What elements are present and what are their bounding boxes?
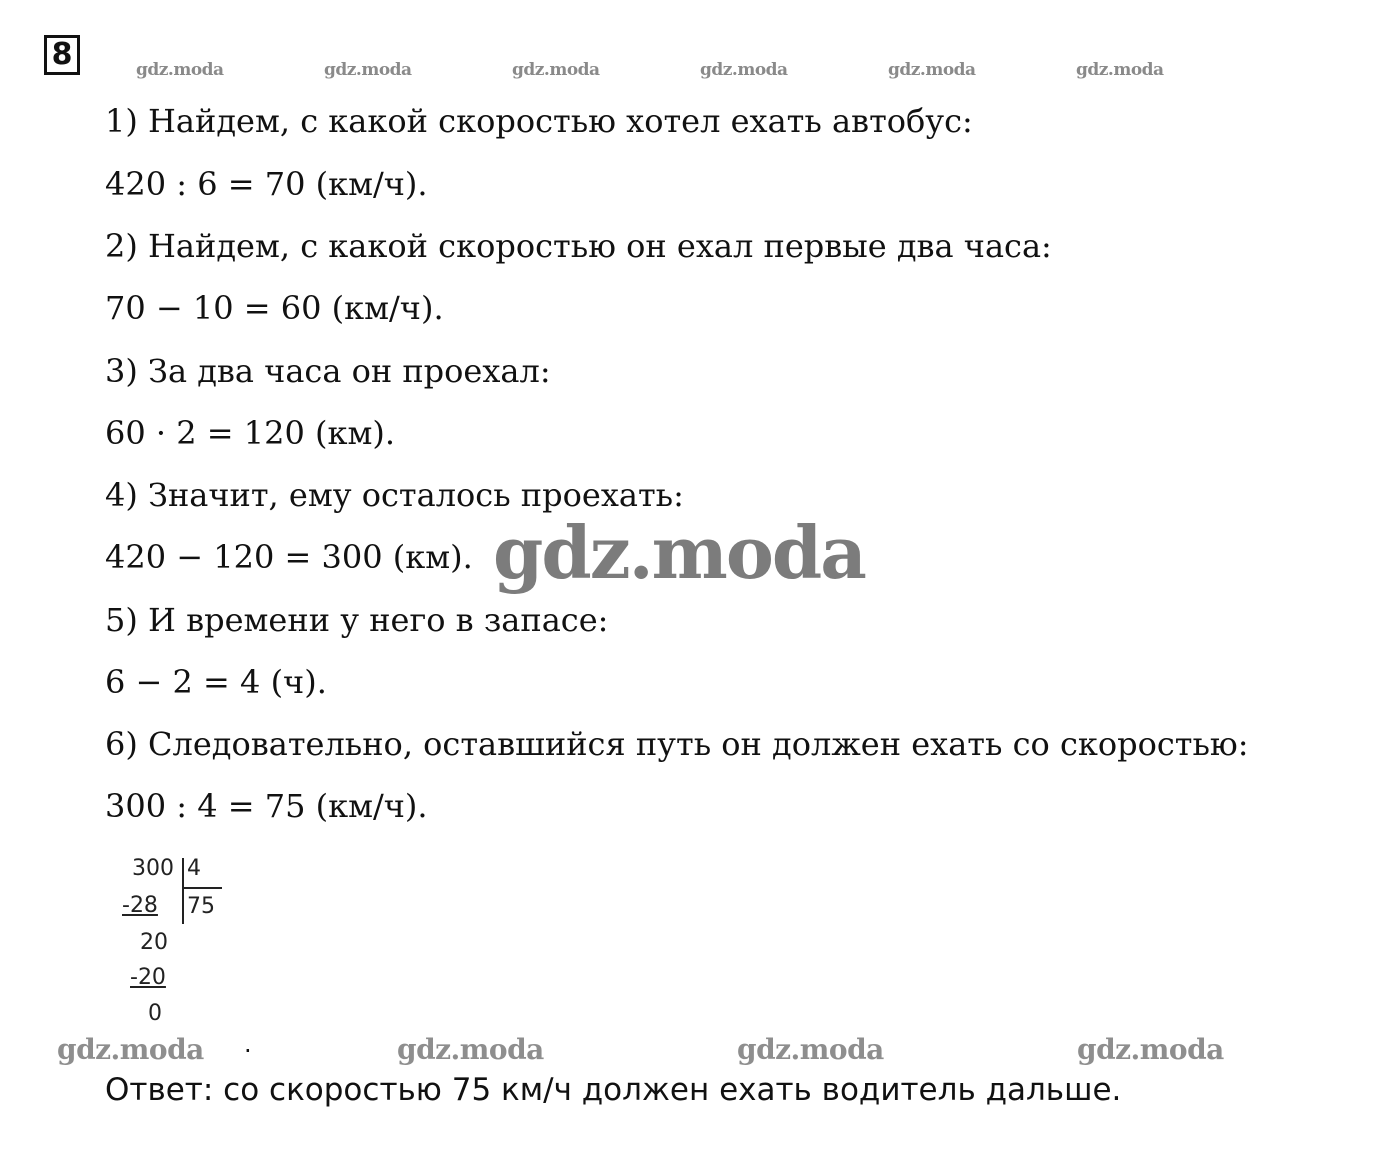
watermark: gdz.moda [888, 60, 976, 80]
division-horizontal-bar [182, 887, 222, 889]
solution-line: 6) Следовательно, оставшийся путь он должен ехать со скоростью: [105, 725, 1249, 763]
division-step: -28 [122, 893, 158, 918]
solution-line: 6 − 2 = 4 (ч). [105, 663, 327, 701]
solution-line: 60 · 2 = 120 (км). [105, 414, 396, 452]
division-remainder: 0 [148, 1001, 162, 1026]
division-quotient: 75 [187, 894, 215, 919]
division-divisor: 4 [187, 856, 201, 881]
solution-line: 420 : 6 = 70 (км/ч). [105, 165, 428, 203]
watermark: gdz.moda [136, 60, 224, 80]
solution-line: 300 : 4 = 75 (км/ч). [105, 787, 428, 825]
division-step: -20 [130, 965, 166, 990]
solution-line: 4) Значит, ему осталось проехать: [105, 476, 684, 514]
solution-line: 420 − 120 = 300 (км). [105, 538, 473, 576]
solution-line: 70 − 10 = 60 (км/ч). [105, 289, 444, 327]
watermark: gdz.moda [512, 60, 600, 80]
solution-line: 1) Найдем, с какой скоростью хотел ехать автобус: [105, 102, 973, 140]
watermark: gdz.moda [737, 1033, 884, 1066]
solution-line: 5) И времени у него в запасе: [105, 601, 609, 639]
watermark: gdz.moda [324, 60, 412, 80]
watermark: gdz.moda [1076, 60, 1164, 80]
watermark-large: gdz.moda [493, 510, 865, 595]
watermark: gdz.moda [57, 1033, 204, 1066]
watermark: gdz.moda [397, 1033, 544, 1066]
division-remainder: 20 [140, 930, 168, 955]
long-division [118, 852, 238, 1032]
watermark: gdz.moda [1077, 1033, 1224, 1066]
watermark: gdz.moda [700, 60, 788, 80]
solution-line: 3) За два часа он проехал: [105, 352, 551, 390]
solution-line: 2) Найдем, с какой скоростью он ехал первые два часа: [105, 227, 1052, 265]
division-vertical-bar [182, 858, 184, 924]
answer-line: Ответ: со скоростью 75 км/ч должен ехать водитель дальше. [105, 1072, 1122, 1108]
trailing-dot: . [244, 1030, 252, 1058]
task-number-badge: 8 [44, 35, 80, 75]
division-dividend: 300 [132, 856, 174, 881]
